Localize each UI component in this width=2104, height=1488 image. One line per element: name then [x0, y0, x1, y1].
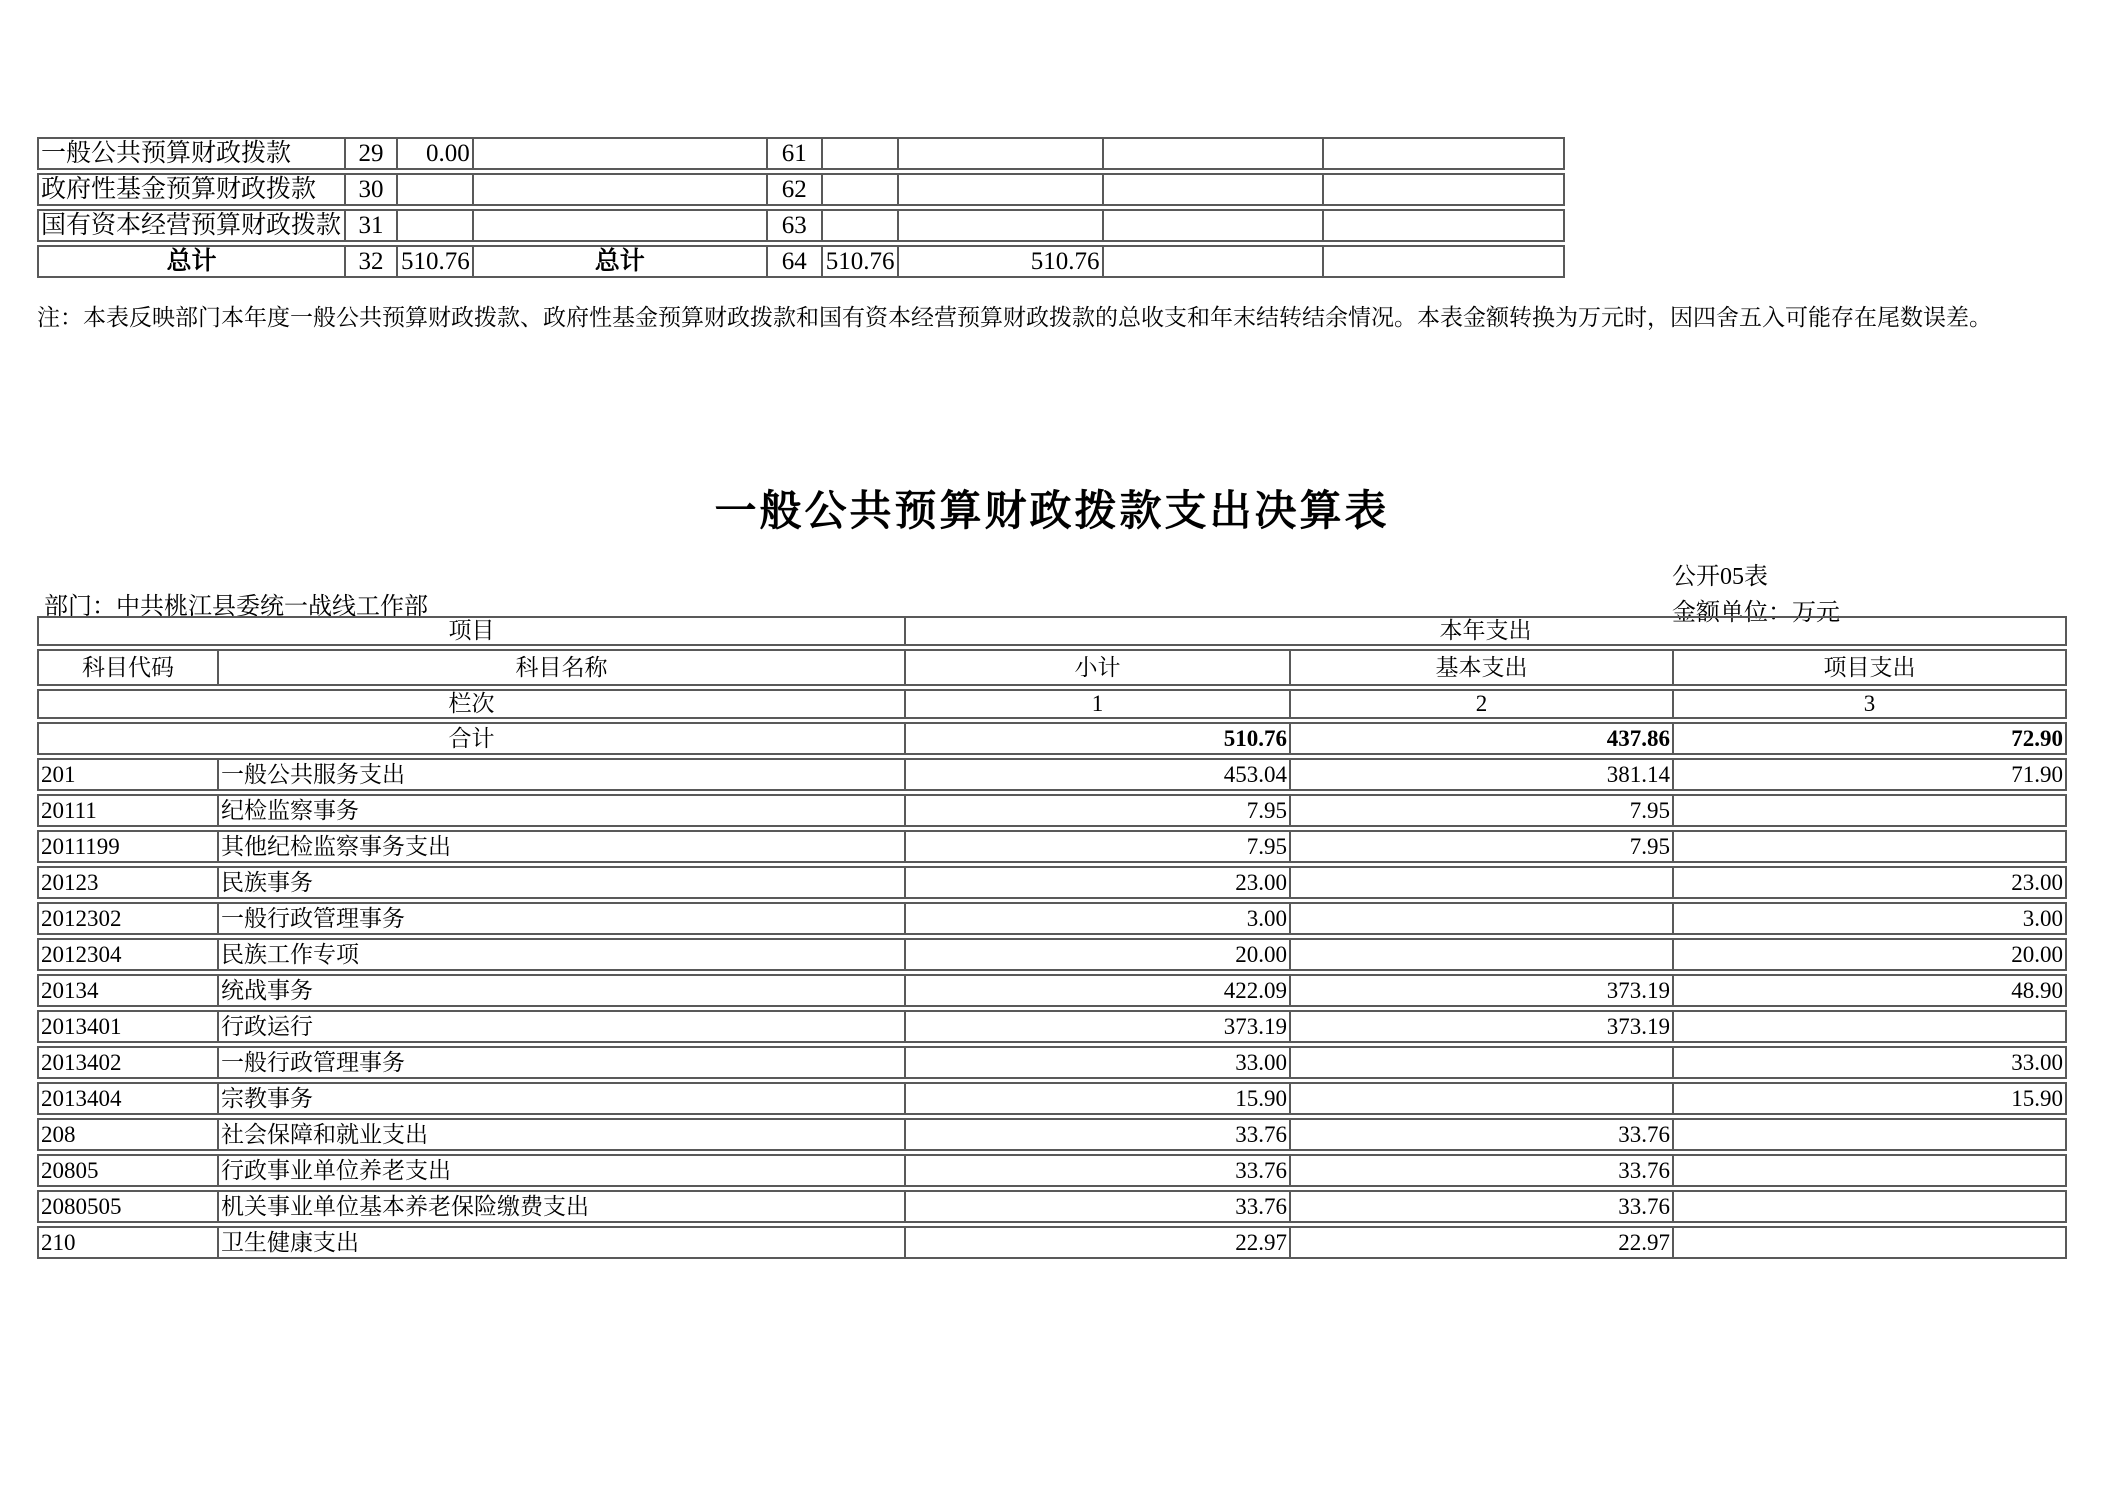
table-code-label: 公开05表: [1672, 564, 1768, 590]
cell-code: 2013404: [37, 1082, 218, 1115]
cell-subject-label: [473, 137, 767, 170]
table-row: [37, 1046, 2067, 1079]
cell-total-label: 总计: [473, 245, 767, 278]
cell-name: 一般行政管理事务: [218, 1046, 905, 1079]
cell-project: 71.90: [1673, 758, 2067, 791]
cell-amount: 510.76: [822, 245, 898, 278]
cell-subtotal: 7.95: [905, 830, 1290, 863]
cell-line-no: 62: [767, 173, 822, 206]
cell-project: 48.90: [1673, 974, 2067, 1007]
cell-line-no: 64: [767, 245, 822, 278]
cell-subtotal: 33.00: [905, 1046, 1290, 1079]
cell-project: [1673, 1010, 2067, 1043]
cell-basic: 373.19: [1290, 1010, 1673, 1043]
header-year-expenditure: 本年支出: [905, 616, 2067, 646]
cell-code: 2013402: [37, 1046, 218, 1079]
cell-basic: 33.76: [1290, 1154, 1673, 1187]
table-row: [37, 1190, 2067, 1223]
cell-subtotal: 33.76: [905, 1118, 1290, 1151]
header-row-column-index: [37, 689, 2067, 719]
header-project: 项目: [37, 616, 905, 646]
cell-subtotal: 23.00: [905, 866, 1290, 899]
header-row-2: [37, 649, 2067, 686]
cell-total-label: 合计: [37, 722, 905, 755]
cell-basic: 437.86: [1290, 722, 1673, 755]
cell-project: 15.90: [1673, 1082, 2067, 1115]
cell-project: 3.00: [1673, 902, 2067, 935]
cell-total-label: 总计: [37, 245, 345, 278]
cell-amount: [898, 137, 1103, 170]
cell-basic: [1290, 1046, 1673, 1079]
cell-project: [1673, 1118, 2067, 1151]
cell-code: 20111: [37, 794, 218, 827]
unit-label: 金额单位：万元: [1672, 600, 1840, 626]
cell-amount: [1103, 173, 1323, 206]
cell-subtotal: 33.76: [905, 1190, 1290, 1223]
cell-code: 2012304: [37, 938, 218, 971]
cell-project: 72.90: [1673, 722, 2067, 755]
cell-name: 其他纪检监察事务支出: [218, 830, 905, 863]
cell-name: 民族工作专项: [218, 938, 905, 971]
table-row: [37, 173, 1565, 206]
cell-basic: 7.95: [1290, 794, 1673, 827]
cell-subject-label: [473, 173, 767, 206]
cell-basic: 33.76: [1290, 1118, 1673, 1151]
table-row: [37, 794, 2067, 827]
cell-project: [1673, 1226, 2067, 1259]
cell-name: 社会保障和就业支出: [218, 1118, 905, 1151]
cell-basic: [1290, 1082, 1673, 1115]
cell-amount: [822, 173, 898, 206]
cell-basic: 373.19: [1290, 974, 1673, 1007]
cell-amount: 0.00: [397, 137, 473, 170]
header-project-expenditure: 项目支出: [1673, 649, 2067, 686]
cell-project: [1673, 794, 2067, 827]
cell-line-no: 31: [345, 209, 397, 242]
header-col1: 1: [905, 689, 1290, 719]
cell-project: 20.00: [1673, 938, 2067, 971]
cell-name: 宗教事务: [218, 1082, 905, 1115]
cell-amount: [822, 137, 898, 170]
cell-subject-label: [473, 209, 767, 242]
header-row-1: [37, 616, 2067, 646]
cell-amount: 510.76: [397, 245, 473, 278]
table-row: [37, 974, 2067, 1007]
cell-amount: [1323, 137, 1565, 170]
cell-amount: [1103, 137, 1323, 170]
cell-name: 纪检监察事务: [218, 794, 905, 827]
table-row: [37, 1082, 2067, 1115]
cell-project: 33.00: [1673, 1046, 2067, 1079]
cell-subtotal: 510.76: [905, 722, 1290, 755]
cell-code: 210: [37, 1226, 218, 1259]
cell-name: 一般公共服务支出: [218, 758, 905, 791]
cell-code: 2080505: [37, 1190, 218, 1223]
cell-code: 20123: [37, 866, 218, 899]
table-row: [37, 137, 1565, 170]
cell-name: 民族事务: [218, 866, 905, 899]
cell-subtotal: 373.19: [905, 1010, 1290, 1043]
cell-subtotal: 422.09: [905, 974, 1290, 1007]
cell-subtotal: 22.97: [905, 1226, 1290, 1259]
header-column-label: 栏次: [37, 689, 905, 719]
cell-subject-label: 政府性基金预算财政拨款: [37, 173, 345, 206]
cell-basic: 381.14: [1290, 758, 1673, 791]
cell-code: 208: [37, 1118, 218, 1151]
cell-line-no: 63: [767, 209, 822, 242]
cell-subject-label: 国有资本经营预算财政拨款: [37, 209, 345, 242]
header-subject-code: 科目代码: [37, 649, 218, 686]
cell-amount: [1323, 245, 1565, 278]
cell-project: 23.00: [1673, 866, 2067, 899]
cell-code: 2012302: [37, 902, 218, 935]
cell-basic: 33.76: [1290, 1190, 1673, 1223]
table-row: [37, 866, 2067, 899]
cell-amount: [1323, 173, 1565, 206]
cell-subtotal: 3.00: [905, 902, 1290, 935]
header-subject-name: 科目名称: [218, 649, 905, 686]
cell-amount: [1103, 245, 1323, 278]
expenditure-table: [37, 613, 2067, 1262]
cell-project: [1673, 830, 2067, 863]
cell-amount: 510.76: [898, 245, 1103, 278]
summary-table: [37, 134, 1565, 281]
table-row: [37, 830, 2067, 863]
cell-amount: [898, 209, 1103, 242]
header-subtotal: 小计: [905, 649, 1290, 686]
cell-name: 统战事务: [218, 974, 905, 1007]
cell-line-no: 32: [345, 245, 397, 278]
cell-line-no: 61: [767, 137, 822, 170]
cell-subject-label: 一般公共预算财政拨款: [37, 137, 345, 170]
cell-basic: [1290, 902, 1673, 935]
cell-amount: [1103, 209, 1323, 242]
cell-code: 201: [37, 758, 218, 791]
table-note: 注：本表反映部门本年度一般公共预算财政拨款、政府性基金预算财政拨款和国有资本经营预算财政拨款的总收支和年末结转结余情况。本表金额转换为万元时，因四舍五入可能存在尾数误差。: [37, 305, 1992, 330]
department-label: 部门：中共桃江县委统一战线工作部: [44, 594, 428, 620]
header-basic-expenditure: 基本支出: [1290, 649, 1673, 686]
table-row: [37, 1118, 2067, 1151]
table-row: [37, 1226, 2067, 1259]
cell-amount: [397, 209, 473, 242]
table-row: [37, 209, 1565, 242]
table-row: [37, 758, 2067, 791]
cell-basic: 7.95: [1290, 830, 1673, 863]
cell-subtotal: 20.00: [905, 938, 1290, 971]
cell-code: 2011199: [37, 830, 218, 863]
cell-subtotal: 7.95: [905, 794, 1290, 827]
cell-amount: [1323, 209, 1565, 242]
total-row: [37, 722, 2067, 755]
table-row: [37, 938, 2067, 971]
cell-name: 行政事业单位养老支出: [218, 1154, 905, 1187]
header-col3: 3: [1673, 689, 2067, 719]
cell-basic: [1290, 938, 1673, 971]
cell-subtotal: 15.90: [905, 1082, 1290, 1115]
table-row: [37, 1010, 2067, 1043]
table-row: [37, 1154, 2067, 1187]
cell-amount: [898, 173, 1103, 206]
header-col2: 2: [1290, 689, 1673, 719]
cell-project: [1673, 1154, 2067, 1187]
page-title: 一般公共预算财政拨款支出决算表: [714, 489, 1390, 535]
cell-project: [1673, 1190, 2067, 1223]
cell-line-no: 29: [345, 137, 397, 170]
cell-subtotal: 453.04: [905, 758, 1290, 791]
cell-code: 20134: [37, 974, 218, 1007]
cell-code: 2013401: [37, 1010, 218, 1043]
cell-amount: [822, 209, 898, 242]
cell-line-no: 30: [345, 173, 397, 206]
cell-basic: 22.97: [1290, 1226, 1673, 1259]
cell-code: 20805: [37, 1154, 218, 1187]
cell-name: 卫生健康支出: [218, 1226, 905, 1259]
cell-name: 机关事业单位基本养老保险缴费支出: [218, 1190, 905, 1223]
cell-subtotal: 33.76: [905, 1154, 1290, 1187]
cell-basic: [1290, 866, 1673, 899]
cell-name: 行政运行: [218, 1010, 905, 1043]
cell-name: 一般行政管理事务: [218, 902, 905, 935]
table-row-total: [37, 245, 1565, 278]
cell-amount: [397, 173, 473, 206]
table-row: [37, 902, 2067, 935]
